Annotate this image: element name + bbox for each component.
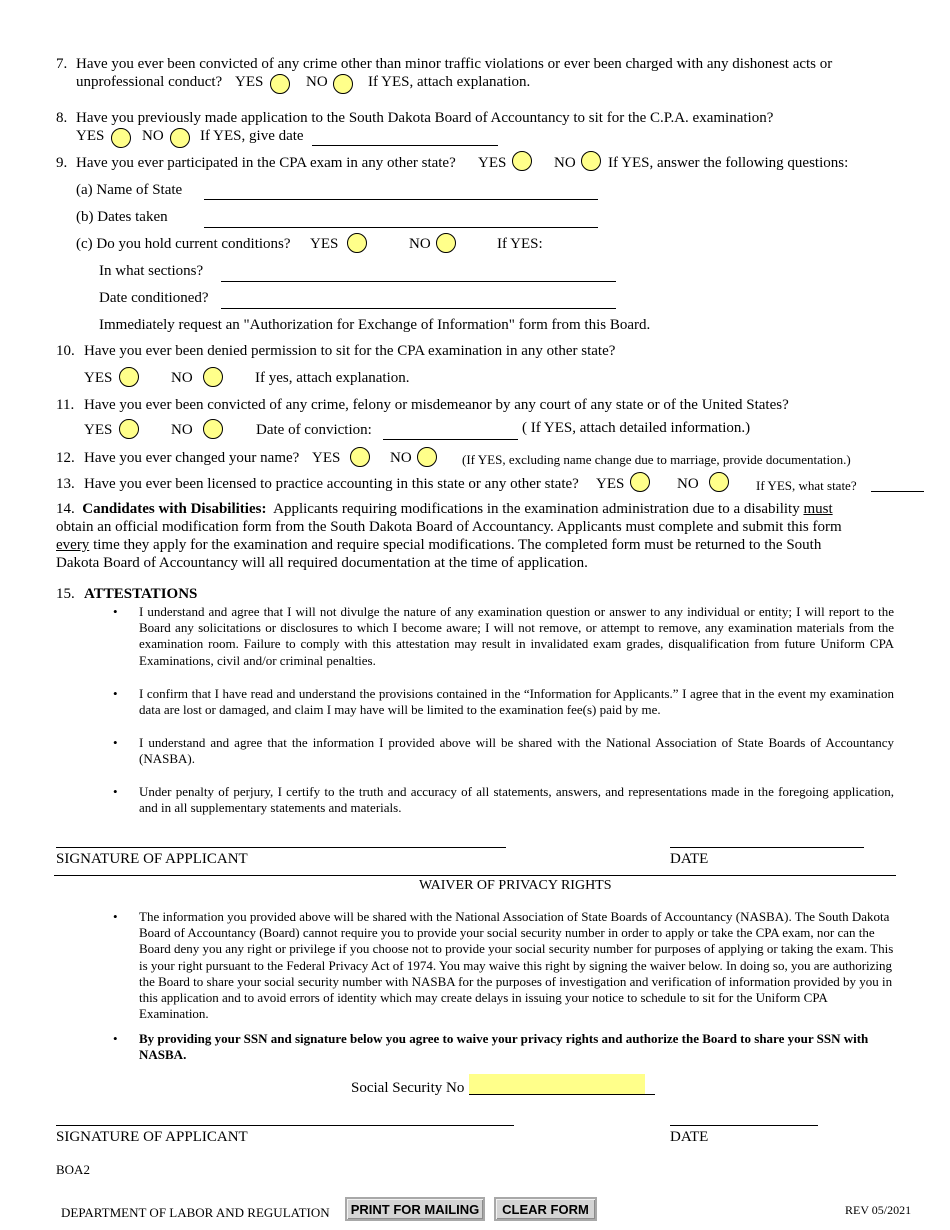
ssn-underline [469,1094,655,1095]
q13-no-radio[interactable] [709,472,729,492]
q9-note: If YES, answer the following questions: [608,155,849,171]
date-line-2[interactable] [670,1125,818,1126]
q9b-dates-field[interactable] [204,227,598,228]
ssn-label: Social Security No [351,1080,465,1096]
q11-yes-radio[interactable] [119,419,139,439]
date-line-1[interactable] [670,847,864,848]
q7-text: Have you ever been convicted of any crime other than minor traffic violations or ever been charged with any dishonest acts or [76,56,833,72]
q10-text: Have you ever been denied permission to sit for the CPA examination in any other state? [84,343,616,359]
q7-no-radio[interactable] [333,74,353,94]
signature-line-2[interactable] [56,1125,514,1126]
attestation-3: I understand and agree that the information I provided above will be shared with the National Association of State Boards of Accountancy (NASBA). [139,735,894,767]
attestation-2: I confirm that I have read and understand the provisions contained in the “Information for Applicants.” I agree that in the event my examination data are lost or damaged, and claim I may have will be limited to the examination fee(s) paid by me. [139,686,894,718]
q12-note: (If YES, excluding name change due to marriage, provide documentation.) [462,452,851,467]
bullet-dot: • [113,784,118,799]
bullet-dot: • [113,1031,118,1046]
q13-state-field[interactable] [871,491,924,492]
q13-number: 13. [56,476,75,492]
q9c-label: (c) Do you hold current conditions? [76,236,291,252]
signature-label-1: SIGNATURE OF APPLICANT [56,851,248,867]
q13-no-label: NO [677,476,699,492]
waiver-title: WAIVER OF PRIVACY RIGHTS [419,878,612,893]
attestation-1: I understand and agree that I will not divulge the nature of any examination question or answer to any individual or entity; I will report to the Board any solicitations or disclosures to which I become aware; I will not remove, or attempt to remove, any examination materials from the examination room. Failure to comply with this attestation may result in invalidated exam grades, disqualification from future Uniform CPA Examinations, civil and/or criminal penalties. [139,604,894,668]
date-label-2: DATE [670,1129,709,1145]
print-for-mailing-button[interactable]: PRINT FOR MAILING [345,1197,485,1221]
q9c-no-radio[interactable] [436,233,456,253]
divider [54,875,896,876]
q10-note: If yes, attach explanation. [255,370,410,386]
q9c-ifyes: If YES: [497,236,543,252]
q9-text: Have you ever participated in the CPA exam in any other state? [76,155,456,171]
q8-yes-label: YES [76,128,105,144]
q7-no-label: NO [306,74,328,90]
attestation-4: Under penalty of perjury, I certify to the truth and accuracy of all statements, answers, and representations made in the foregoing application, and in all supplementary statements and materials. [139,784,894,816]
q13-note: If YES, what state? [756,478,857,493]
ssn-input[interactable] [469,1074,645,1094]
q9-sections-field[interactable] [221,281,616,282]
q9-conditioned-label: Date conditioned? [99,290,209,306]
q13-text: Have you ever been licensed to practice accounting in this state or any other state? [84,476,579,492]
q12-no-radio[interactable] [417,447,437,467]
q12-yes-radio[interactable] [350,447,370,467]
q9-number: 9. [56,155,68,171]
q11-number: 11. [56,397,75,413]
q8-date-field[interactable] [312,145,498,146]
q9c-no-label: NO [409,236,431,252]
q13-yes-radio[interactable] [630,472,650,492]
waiver-consent: By providing your SSN and signature below you agree to waive your privacy rights and authorize the Board to share your SSN with NASBA. [139,1031,869,1063]
q9-no-label: NO [554,155,576,171]
q13-yes-label: YES [596,476,625,492]
q14-number: 14. [56,501,75,517]
q7-text-cont: unprofessional conduct? [76,74,223,90]
q9a-label: (a) Name of State [76,182,183,198]
q14-text-2: obtain an official modification form from the South Dakota Board of Accountancy. Applicants must complete and submit this form [56,519,842,535]
q15-heading: ATTESTATIONS [84,586,198,602]
bullet-dot: • [113,604,118,619]
q8-number: 8. [56,110,68,126]
q9c-yes-radio[interactable] [347,233,367,253]
q7-yes-label: YES [235,74,264,90]
q9-yes-label: YES [478,155,507,171]
signature-line-1[interactable] [56,847,506,848]
q7-note: If YES, attach explanation. [368,74,531,90]
waiver-text: The information you provided above will be shared with the National Association of State Boards of Accountancy (NASBA). The South Dakota Board of Accountancy (Board) cannot require you to provide your social security number in order to apply or take the CPA exam, nor can the Board deny you any right or privilege if you choose not to provide your social security number for purposes of applying or taking the exam. This is your right pursuant to the Federal Privacy Act of 1974. You may waive this right by signing the waiver below. In doing so, you are authorizing the Board to share your social security number with NASBA for the purposes of investigation and verification of information provided by you in this application and to avoid errors of identity which may create delays in issuing your notice to schedule to sit for the Uniform CPA Examination. [139,909,894,1022]
department-name: DEPARTMENT OF LABOR AND REGULATION [61,1205,330,1220]
q14-must: must [803,501,833,517]
signature-label-2: SIGNATURE OF APPLICANT [56,1129,248,1145]
q14-text-3: time they apply for the examination and require special modifications. The completed form must be returned to the South [93,537,822,553]
q7-yes-radio[interactable] [270,74,290,94]
q8-text: Have you previously made application to the South Dakota Board of Accountancy to sit for the C.P.A. examination? [76,110,774,126]
q11-note: ( If YES, attach detailed information.) [522,420,751,436]
q10-number: 10. [56,343,75,359]
revision: REV 05/2021 [845,1203,912,1217]
q9-yes-radio[interactable] [512,151,532,171]
q8-no-label: NO [142,128,164,144]
q11-date-label: Date of conviction: [256,422,372,438]
q12-text: Have you ever changed your name? [84,450,300,466]
q14-heading: Candidates with Disabilities: [82,501,267,517]
bullet-dot: • [113,909,118,924]
q10-yes-radio[interactable] [119,367,139,387]
q14-text-1: Applicants requiring modifications in the examination administration due to a disability [273,501,800,517]
q11-yes-label: YES [84,422,113,438]
form-code: BOA2 [56,1162,90,1177]
q9-no-radio[interactable] [581,151,601,171]
q7-number: 7. [56,56,68,72]
q9a-state-field[interactable] [204,199,598,200]
q10-yes-label: YES [84,370,113,386]
q14-every: every [56,537,90,553]
q14-text-4: Dakota Board of Accountancy will all required documentation at the time of application. [56,555,588,571]
q11-date-field[interactable] [383,439,518,440]
q14-paragraph [56,500,916,572]
bullet-dot: • [113,686,118,701]
q9c-yes-label: YES [310,236,339,252]
bullet-dot: • [113,735,118,750]
q8-yes-radio[interactable] [111,128,131,148]
q9b-label: (b) Dates taken [76,209,168,225]
q11-no-label: NO [171,422,193,438]
q12-no-label: NO [390,450,412,466]
date-label-1: DATE [670,851,709,867]
q9-conditioned-field[interactable] [221,308,616,309]
q8-note: If YES, give date [200,128,304,144]
q9-request-note: Immediately request an "Authorization for Exchange of Information" form from this Board. [99,317,651,333]
q11-no-radio[interactable] [203,419,223,439]
q10-no-radio[interactable] [203,367,223,387]
clear-form-button[interactable]: CLEAR FORM [494,1197,597,1221]
q8-no-radio[interactable] [170,128,190,148]
q15-number: 15. [56,586,75,602]
q10-no-label: NO [171,370,193,386]
q9-sections-label: In what sections? [99,263,204,279]
q12-number: 12. [56,450,75,466]
q11-text: Have you ever been convicted of any crime, felony or misdemeanor by any court of any state or of the United States? [84,397,789,413]
q12-yes-label: YES [312,450,341,466]
